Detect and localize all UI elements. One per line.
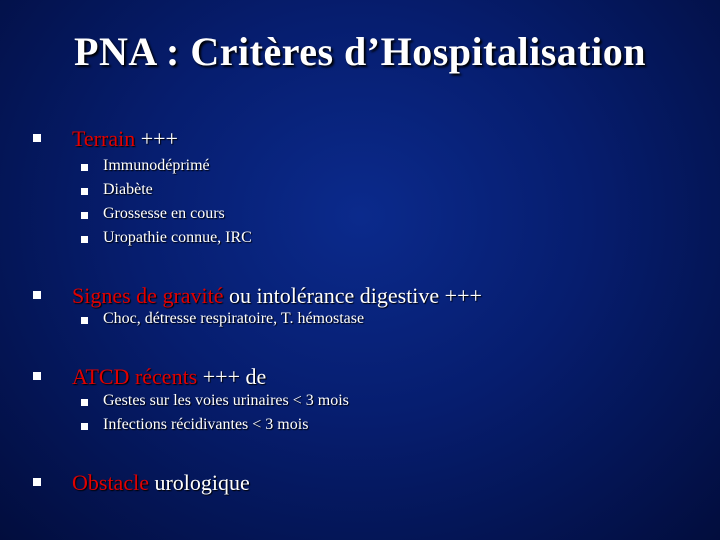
bullet-square-icon [33,134,41,142]
sub-bullet-square-icon [81,236,88,243]
bullet-emphasis: Signes de gravité [72,283,224,308]
bullet-text: +++ de [197,364,267,389]
sub-bullet-square-icon [81,188,88,195]
sub-item: Uropathie connue, IRC [103,229,252,246]
sub-bullet-square-icon [81,212,88,219]
bullet-text: +++ [135,126,178,151]
sub-bullet-square-icon [81,317,88,324]
sub-item: Infections récidivantes < 3 mois [103,416,309,433]
bullet-emphasis: Obstacle [72,470,149,495]
sub-bullet-square-icon [81,423,88,430]
sub-item: Gestes sur les voies urinaires < 3 mois [103,392,349,409]
bullet-square-icon [33,478,41,486]
sub-item: Choc, détresse respiratoire, T. hémostase [103,310,365,327]
bullet-atcd-recents [72,364,266,390]
sub-item: Diabète [103,181,153,198]
bullet-terrain [72,126,178,152]
sub-item: Immunodéprimé [103,157,210,174]
bullet-emphasis: Terrain [72,126,136,151]
sub-bullet-square-icon [81,164,88,171]
sub-item: Grossesse en cours [103,205,225,222]
bullet-signes-gravite [72,283,482,309]
bullet-square-icon [33,291,41,299]
bullet-square-icon [33,372,41,380]
sub-bullet-square-icon [81,399,88,406]
bullet-obstacle [72,470,250,496]
bullet-emphasis: ATCD récents [72,364,198,389]
bullet-text: urologique [148,470,250,495]
bullet-text: ou intolérance digestive +++ [223,283,482,308]
slide-title: PNA : Critères d’Hospitalisation [74,29,646,74]
